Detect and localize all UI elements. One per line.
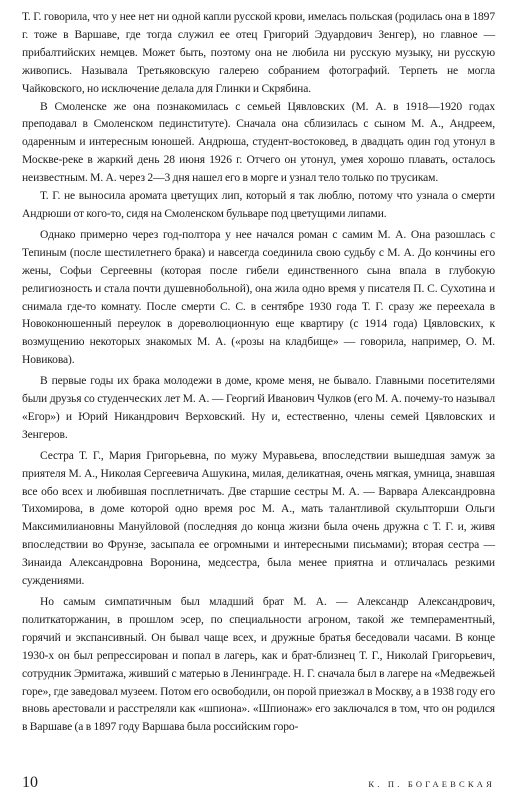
body-text	[22, 9, 495, 737]
paragraph-7: Но самым симпатичным был младший брат М. А. — Александр Александрович, политкаторжанин, в прошлом эсер, по специальности агроном, такой же темпераментный, горячий и экспансивный. Он бывал чаще всех, и дружные братья беседовали часами. В конце 1930-х он был репрессирован и попал в лагерь, как и брат-близнец Т. Г., Николай Григорьевич, сотрудник Эрмитажа, живший с матерью в Ленинграде. Н. Г. сначала был в лагере на «Медвежьей горе», где заведовал музеем. Потом его освободили, он порой приезжал в Москву, а в 1938 году его вновь арестовали и расстреляли как «шпиона». «Шпионаж» его заключался в том, что он родился в Варшаве (а в 1897 году Варшава была российским горо-	[22, 596, 495, 734]
page-number: 10	[22, 774, 38, 791]
running-head-author: К. П. БОГАЕВСКАЯ	[368, 779, 495, 789]
paragraph-4: Однако примерно через год-полтора у нее начался роман с самим М. А. Она разошлась с Тепиным (после шестилетнего брака) и навсегда соединила свою судьбу с М. А. До кончины его жены, Софьи Сергеевны (которая после гибели единственного сына впала в глубокую религиозность и стала почти душевнобольной), она жила одно время у писателя П. С. Сухотина и снимала где-то комнату. После смерти С. С. в сентябре 1930 года Т. Г. сразу же переехала в Новоконюшенный переулок в дореволюционную еще квартиру (с 1914 года) Цявловских, к возмущению некоторых знакомых М. А. («розы на кладбище» — говорила, например, О. М. Новикова).	[22, 228, 495, 367]
page-footer	[22, 774, 495, 794]
paragraph-6: Сестра Т. Г., Мария Григорьевна, по мужу Муравьева, впоследствии вышедшая замуж за приятеля М. А., Николая Сергеевича Ашукина, милая, деликатная, очень мягкая, умница, знавшая все обо всех и любившая посплетничать. Две старшие сестры М. А. — Варвара Александровна Тихомирова, в доме которой одно время рос М. А., мать талантливой скульпторши Ольги Максимилиановны Мануйловой (последняя до конца жизни была очень дружна с Т. Г. и, живя впоследствии во Фрунзе, засыпала ее огромными и интересными письмами); вторая сестра — Зинаида Александровна Воронина, медсестра, была менее приятна и отличалась резкими суждениями.	[22, 449, 495, 588]
paragraph-3: Т. Г. не выносила аромата цветущих лип, который я так люблю, потому что узнала о смерти Андрюши от кого-то, сидя на Смоленском бульваре под цветущими липами.	[22, 190, 495, 220]
paragraph-2: В Смоленске же она познакомилась с семьей Цявловских (М. А. в 1918—1920 годах преподавал в Смоленском пединституте). Сначала она сблизилась с сыном М. А., Андреем, одаренным и интересным юношей. Андрюша, студент-востоковед, в двадцать один год утонул в Москве-реке в жаркий день 28 июня 1926 г. Отчего он утонул, умея хорошо плавать, осталось неизвестным. М. А. через 2—3 дня нашел его в морге и узнал тело только по трусикам.	[22, 100, 495, 185]
paragraph-1: Т. Г. говорила, что у нее нет ни одной капли русской крови, имелась польская (родилась она в 1897 г. тоже в Варшаве, где тогда служил ее отец Григорий Эдуардович Зенгер), но главное — прибалтийских немцев. Может быть, поэтому она не любила ни русскую музыку, ни русскую живопись. Называла Третьяковскую галерею собранием фотографий. Терпеть не могла Чайковского, но исключение делала для Глинки и Скрябина.	[22, 11, 495, 95]
paragraph-5: В первые годы их брака молодежи в доме, кроме меня, не бывало. Главными посетителями были друзья со студенческих лет М. А. — Георгий Иванович Чулков (его М. А. почему-то называл «Егор») и Юрий Никандрович Верховский. Ну и, естественно, члены семей Цявловских и Зенгеров.	[22, 375, 495, 441]
